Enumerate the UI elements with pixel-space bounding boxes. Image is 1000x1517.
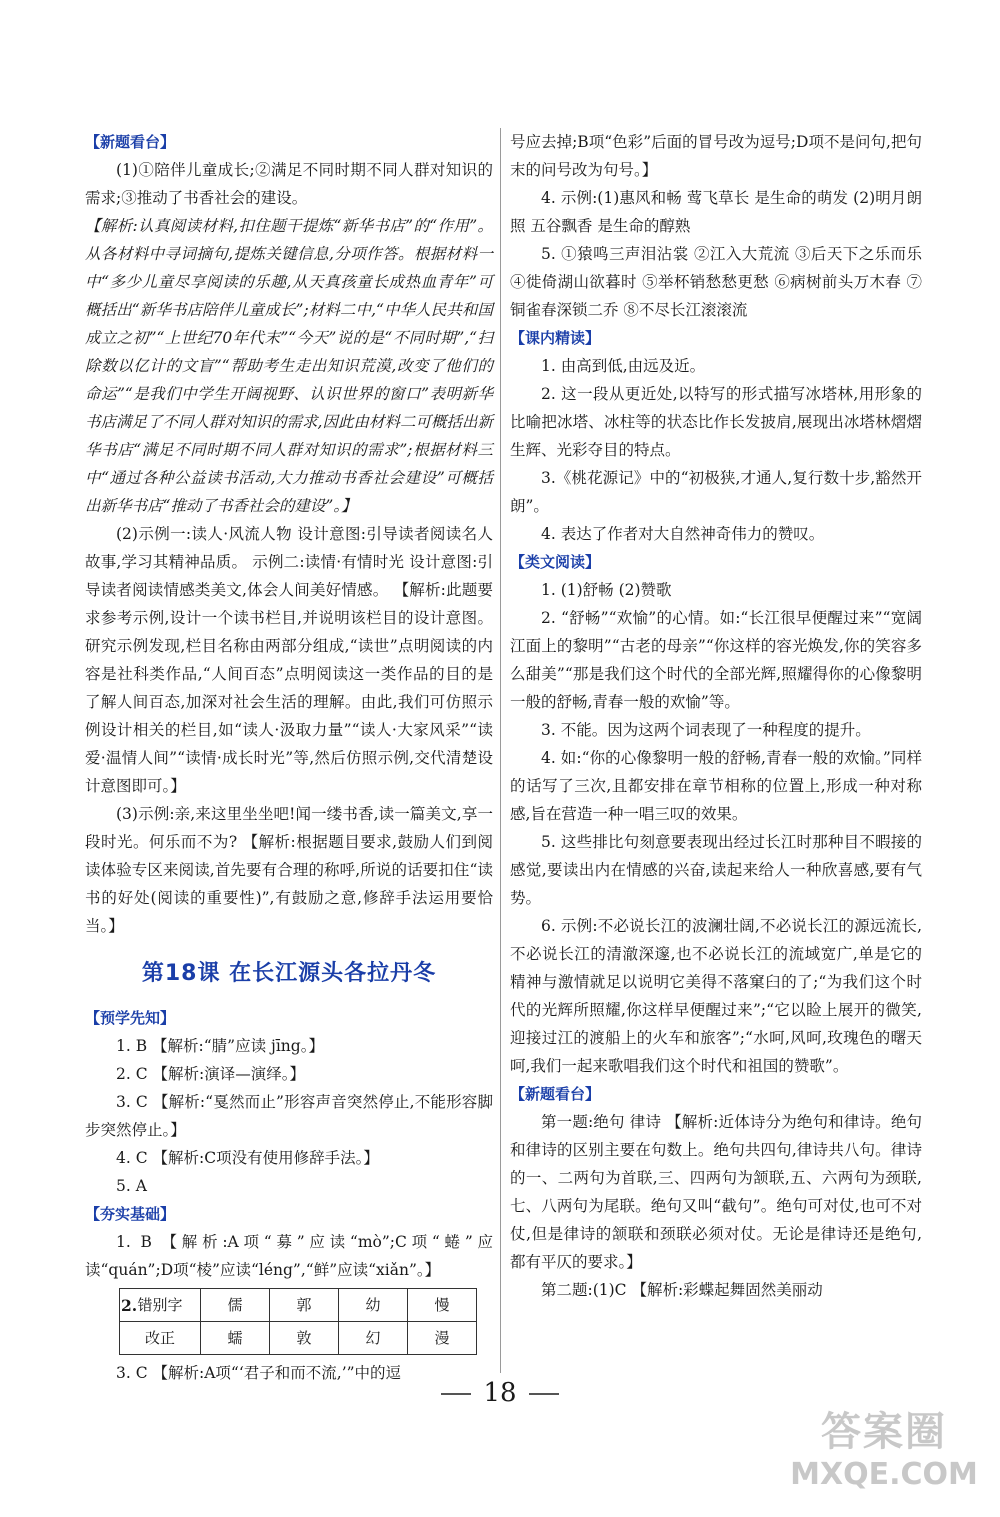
answer-item: 4. 表达了作者对大自然神奇伟力的赞叹。 <box>541 525 825 543</box>
answer-item: 1. (1)舒畅 (2)赞歌 <box>541 581 672 599</box>
section-tag-preview: 【预学先知】 <box>85 1009 176 1027</box>
lesson-title: 第18课 在长江源头各拉丹冬 <box>141 961 437 986</box>
answer-item: 4. 如:“你的心像黎明一般的舒畅,青春一般的欢愉。”同样的话写了三次,且都安排在章节相称的位置上,形成一种对称感,旨在营造一种一唱三叹的效果。 <box>510 749 922 823</box>
column-divider <box>500 128 501 1373</box>
answer-item: 6. 示例:不必说长江的波澜壮阔,不必说长江的源远流长,不必说长江的清澈深邃,也不必说长江的流域宽广,单是它的精神与激情就足以说明它美得不落窠臼的了;“为我们这个时代的光辉所照耀,你这样早便醒过来”;“它以睑上展开的微笑,迎接过江的渡船上的火车和旅客”;“水呵,风呵,玫瑰色的曙天呵,我们一起来歌唱我们这个时代和祖国的赞歌”。 <box>510 917 922 1075</box>
table-cell: 郭 <box>270 1289 339 1322</box>
page-number-dash <box>529 1393 559 1395</box>
table-cell: 儒 <box>201 1289 270 1322</box>
answer-item: 3. 不能。因为这两个词表现了一种程度的提升。 <box>541 721 871 739</box>
answer-item: 3. C 【解析:A项“‘君子和而不流,’”中的逗 <box>116 1364 402 1382</box>
table-row <box>120 1322 477 1355</box>
page-number <box>0 1378 1000 1408</box>
table-cell: 漫 <box>408 1322 477 1355</box>
right-column <box>510 128 922 1304</box>
answer-item: 第二题:(1)C 【解析:彩蝶起舞固然美丽动 <box>541 1281 823 1299</box>
table-cell: 蠕 <box>201 1322 270 1355</box>
typo-table-block <box>85 1288 493 1355</box>
answer-item: 3. C 【解析:“戛然而止”形容声音突然停止,不能形容脚步突然停止。】 <box>85 1093 493 1139</box>
answer-continuation: 号应去掉;B项“色彩”后面的冒号改为逗号;D项不是问句,把句末的问号改为句号。】 <box>510 133 922 179</box>
section-tag-close-reading: 【课内精读】 <box>510 329 601 347</box>
answer-item: 4. C 【解析:C项没有使用修辞手法。】 <box>116 1149 379 1167</box>
watermark-en: MXQE.COM <box>790 1457 978 1492</box>
answer-item: 2. C 【解析:演译—演绎。】 <box>116 1065 305 1083</box>
answer-item: 3.《桃花源记》中的“初极狭,才通人,复行数十步,豁然开朗”。 <box>510 469 922 515</box>
answer-item: 2. 这一段从更近处,以特写的形式描写冰塔林,用形象的比喻把冰塔、冰柱等的状态比作长发披肩,展现出冰塔林熠熠生辉、光彩夺目的特点。 <box>510 385 922 459</box>
table-cell: 敦 <box>270 1322 339 1355</box>
answer-item: 1. 由高到低,由远及近。 <box>541 357 706 375</box>
page-number-dash <box>441 1393 471 1395</box>
section-tag-similar-reading: 【类文阅读】 <box>510 553 601 571</box>
answer-item: 5. A <box>116 1177 147 1195</box>
answer-item: 2. “舒畅”“欢愉”的心情。如:“长江很早便醒过来”“宽阔江面上的黎明”“古老的母亲”“你这样的容光焕发,你的笑容多么甜美”“那是我们这个时代的全部光辉,照耀得你的心像黎明一般的舒畅,青春一般的欢愉”等。 <box>510 609 922 711</box>
answer-item: 4. 示例:(1)惠风和畅 莺飞草长 是生命的萌发 (2)明月朗照 五谷飘香 是生命的醇熟 <box>510 189 922 235</box>
answer-paragraph: (2)示例一:读人·风流人物 设计意图:引导读者阅读名人故事,学习其精神品质。 示例二:读情·有情时光 设计意图:引导读者阅读情感类美文,体会人间美好情感。 【解析:此题要求参考示例,设计一个读书栏目,并说明该栏目的设计意图。研究示例发现,栏目名称由两部分组成,“读世”点明阅读的内容是社科类作品,“人间百态”点明阅读这一类作品的目的是了解人间百态,加深对社会生活的理解。由此,我们可仿照示例设计相关的栏目,如“读人·汲取力量”“读人·大家风采”“读爱·温情人间”“读情·成长时光”等,然后仿照示例,交代清楚设计意图即可。】 <box>85 525 493 795</box>
table-header-cell: 改正 <box>120 1322 201 1355</box>
answer-item: 第一题:绝句 律诗 【解析:近体诗分为绝句和律诗。绝句和律诗的区别主要在句数上。绝句共四句,律诗共八句。律诗的一、二两句为首联,三、四两句为颔联,五、六两句为颈联,七、八两句为尾联。绝句又叫“截句”。绝句可对仗,也可不对仗,但是律诗的颔联和颈联必须对仗。无论是律诗还是绝句,都有平仄的要求。】 <box>510 1113 922 1271</box>
answer-number: 2. <box>121 1296 138 1315</box>
table-cell: 幻 <box>339 1322 408 1355</box>
section-tag-new-questions: 【新题看台】 <box>510 1085 601 1103</box>
answer-item: 1. B 【解析:“腈”应读 jīng。】 <box>116 1037 324 1055</box>
table-cell: 幼 <box>339 1289 408 1322</box>
left-column <box>85 128 493 1387</box>
watermark-logo <box>784 1407 984 1499</box>
section-tag-basics: 【夯实基础】 <box>85 1205 176 1223</box>
answer-paragraph: (1)①陪伴儿童成长;②满足不同时期不同人群对知识的需求;③推动了书香社会的建设。 <box>85 161 493 207</box>
answer-item: 5. 这些排比句刻意要表现出经过长江时那种目不暇接的感觉,要读出内在情感的兴奋,读起来给人一种欣喜感,要有气势。 <box>510 833 922 907</box>
answer-item: 1. B 【解析:A项“募”应读“mò”;C项“蜷”应读“quán”;D项“棱”应读“léng”,“鲜”应读“xiǎn”。】 <box>85 1233 493 1279</box>
answer-paragraph: (3)示例:亲,来这里坐坐吧!闻一缕书香,读一篇美文,享一段时光。何乐而不为? 【解析:根据题目要求,鼓励人们到阅读体验专区来阅读,首先要有合理的称呼,所说的话要扣住“读书的好处(阅读的重要性)”,有鼓励之意,修辞手法运用要恰当。】 <box>85 805 493 935</box>
explanation-paragraph: 【解析:认真阅读材料,扣住题干提炼“新华书店”的“作用”。从各材料中寻词摘句,提炼关键信息,分项作答。根据材料一中“多少儿童尽享阅读的乐趣,从天真孩童长成热血青年”可概括出“新华书店陪伴儿童成长”;材料二中,“中华人民共和国成立之初”“上世纪70年代末”“今天”说的是“不同时期”,“扫除数以亿计的文盲”“帮助考生走出知识荒漠,改变了他们的命运”“是我们中学生开阔视野、认识世界的窗口”表明新华书店满足了不同人群对知识的需求,因此由材料二可概括出新华书店“满足不同时期不同人群对知识的需求”;根据材料三中“通过各种公益读书活动,大力推动书香社会建设”可概括出新华书店“推动了书香社会的建设”。】 <box>85 217 493 515</box>
typo-correction-table <box>119 1288 477 1355</box>
table-row <box>120 1289 477 1322</box>
answer-item: 5. ①猿鸣三声泪沾裳 ②江入大荒流 ③后天下之乐而乐 ④徙倚湖山欲暮时 ⑤举杯销愁愁更愁 ⑥病树前头万木春 ⑦铜雀春深锁二乔 ⑧不尽长江滚滚流 <box>510 245 922 319</box>
page-number-value: 18 <box>483 1378 517 1408</box>
section-tag-new-questions: 【新题看台】 <box>85 133 176 151</box>
watermark-cn: 答案圈 <box>821 1409 947 1455</box>
table-cell: 慢 <box>408 1289 477 1322</box>
table-header-cell: 错别字 <box>120 1289 201 1322</box>
